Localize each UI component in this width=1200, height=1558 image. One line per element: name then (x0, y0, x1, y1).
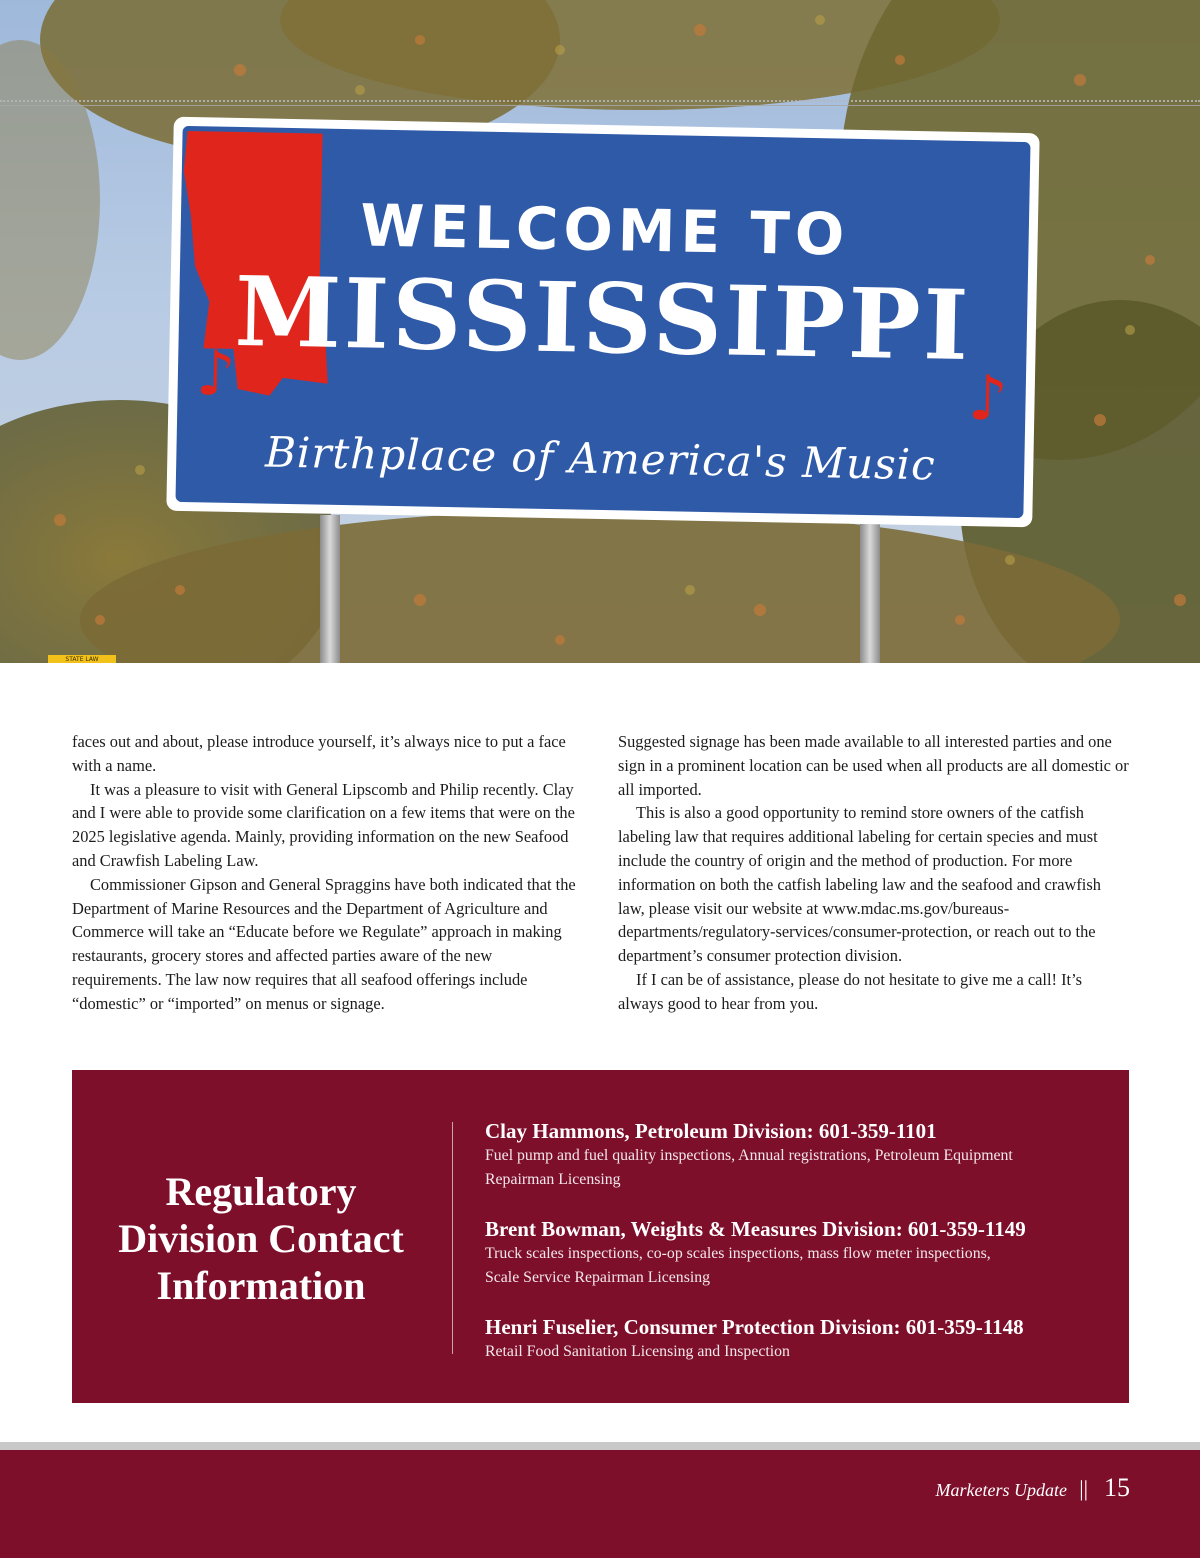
contact-box-title (102, 1168, 420, 1309)
article-paragraph: This is also a good opportunity to remind store owners of the catfish labeling law that requires additional labeling for certain species and must include the country of origin and the method of production. For more information on both the catfish labeling law and the seafood and crawfish law, please visit our website at www.mdac.ms.gov/bureaus-departments/regulatory-services/consumer-protection, or reach out to the department’s consumer protection division. (618, 803, 1101, 966)
article-paragraph: If I can be of assistance, please do not hesitate to give me a call! It’s always good to hear from you. (618, 969, 1083, 1013)
state-law-plate: STATE LAW (48, 655, 116, 663)
publication-name: Marketers Update (935, 1480, 1067, 1500)
page-footer (0, 1450, 1200, 1558)
footer-rule (0, 1442, 1200, 1450)
contact-entry (485, 1314, 1105, 1364)
footer-separator: || (1079, 1476, 1088, 1501)
hero-photo (0, 0, 1200, 663)
article-paragraph: It was a pleasure to visit with General Lipscomb and Philip recently. Clay and I were able to provide some clarification on a few items that were on the 2025 legislative agenda. Mainly, providing information on the new Seafood and Crawfish Labeling Law. (72, 779, 575, 870)
contact-description: Truck scales inspections, co-op scales inspections, mass flow meter inspections, (485, 1245, 991, 1262)
sign-post-left (320, 515, 340, 663)
sign-tagline: Birthplace of America's Music (264, 427, 937, 490)
sign-state-name: MISSISSIPPI (233, 254, 973, 383)
contact-list (485, 1118, 1105, 1388)
contact-name: Brent Bowman, Weights & Measures Division: 601-359-1149 (485, 1217, 1026, 1241)
power-line (0, 100, 1200, 106)
article-paragraph: faces out and about, please introduce yourself, it’s always nice to put a face with a name. (72, 732, 566, 775)
music-note-icon: ♪ (195, 336, 237, 410)
welcome-sign (166, 117, 1039, 528)
page-number: 15 (1104, 1473, 1130, 1502)
music-note-icon: ♪ (967, 361, 1009, 435)
contact-entry (485, 1216, 1105, 1290)
article-paragraph: Suggested signage has been made available to all interested parties and one sign in a prominent location can be used when all products are all domestic or all imported. (618, 732, 1129, 799)
article-column-left (72, 730, 584, 1016)
vertical-divider (452, 1122, 453, 1354)
regulatory-contact-box (72, 1070, 1129, 1403)
article-paragraph: Commissioner Gipson and General Spraggins have both indicated that the Department of Marine Resources and the Department of Agriculture and Commerce will take an “Educate before we Regulate” approach in making restaurants, grocery stores and affected parties aware of the new requirements. The law now requires that all seafood offerings include “domestic” or “imported” on menus or signage. (72, 874, 576, 1013)
contact-name: Clay Hammons, Petroleum Division: 601-359-1101 (485, 1119, 937, 1143)
contact-name: Henri Fuselier, Consumer Protection Division: 601-359-1148 (485, 1315, 1024, 1339)
title-line: Division Contact (118, 1216, 404, 1261)
contact-description: Fuel pump and fuel quality inspections, Annual registrations, Petroleum Equipment (485, 1147, 1013, 1164)
sign-welcome-text: WELCOME TO (359, 191, 850, 269)
contact-description: Retail Food Sanitation Licensing and Inspection (485, 1343, 790, 1360)
contact-description: Repairman Licensing (485, 1171, 621, 1188)
article-column-right (618, 730, 1130, 1016)
contact-entry (485, 1118, 1105, 1192)
title-line: Information (156, 1263, 366, 1308)
title-line: Regulatory (165, 1169, 357, 1214)
contact-description: Scale Service Repairman Licensing (485, 1269, 711, 1286)
sign-post-right (860, 515, 880, 663)
